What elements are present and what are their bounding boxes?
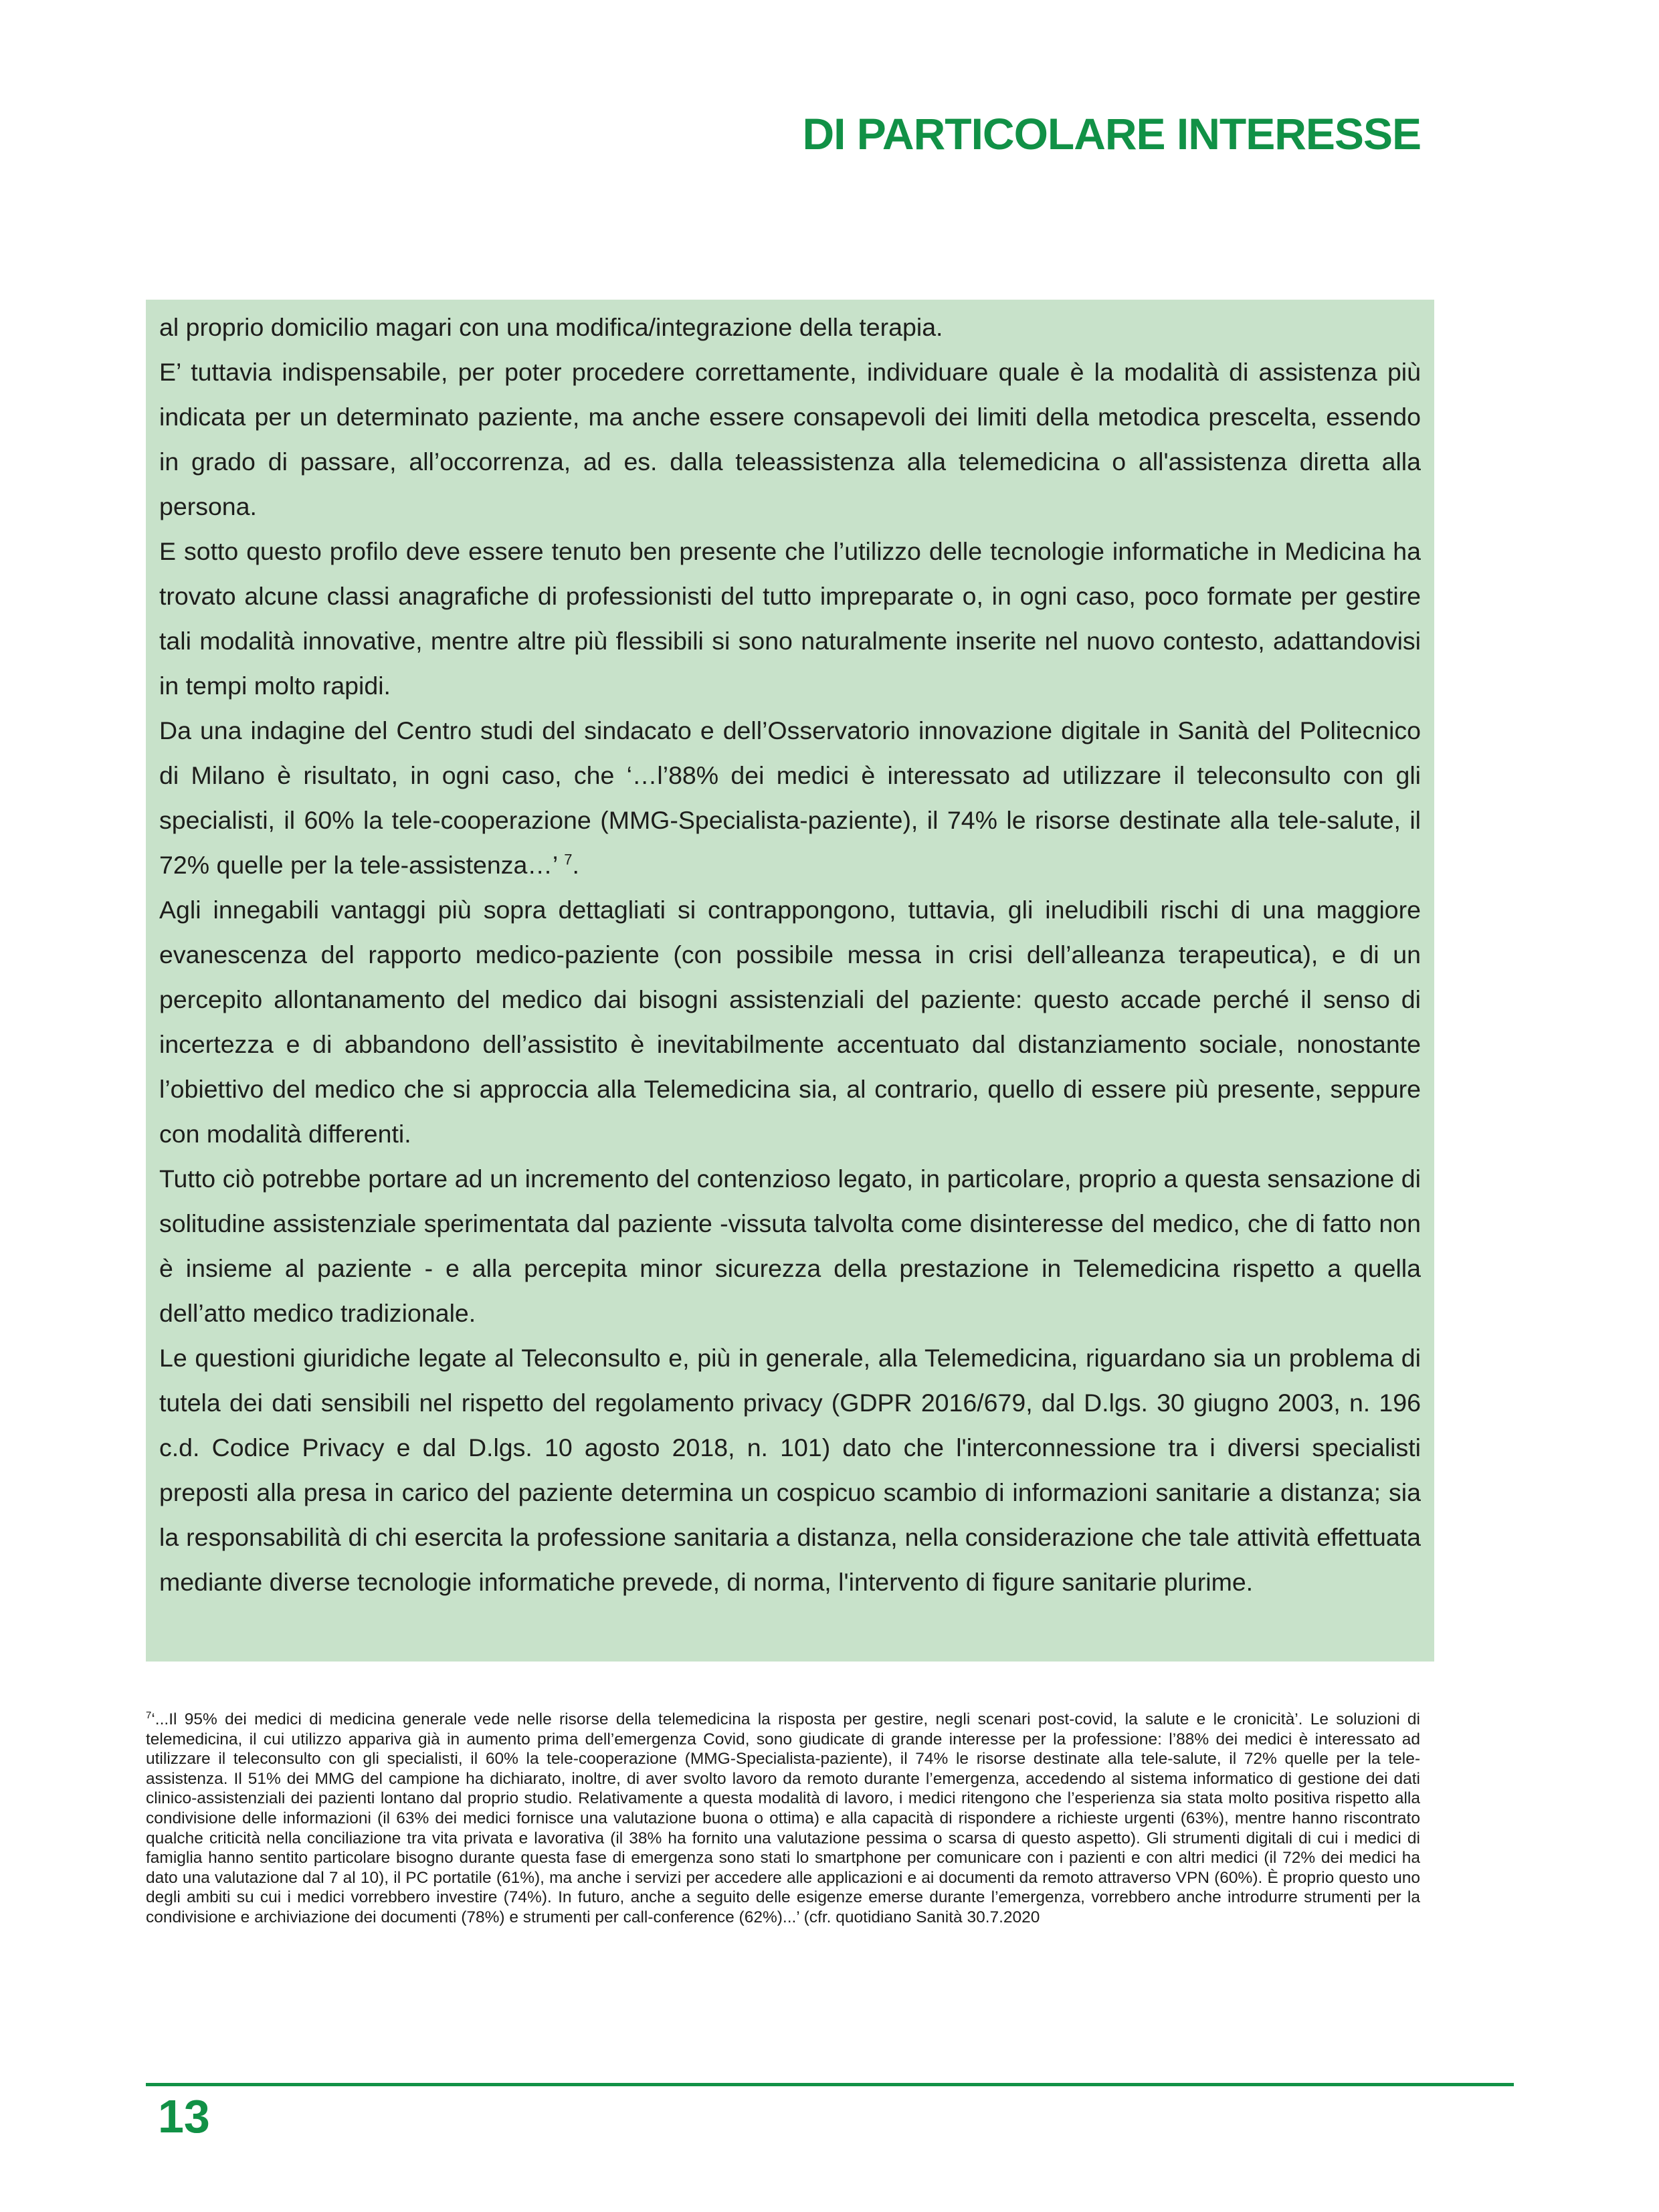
paragraph-4-text: Da una indagine del Centro studi del sindacato e dell’Osservatorio innovazione digitale in Sanità del Politecnico di Milano è risultato, in ogni caso, che ‘…l’88% dei medici è interessato ad utilizzare il teleconsulto con gli specialisti, il 60% la tele-cooperazione (MMG-Specialista-paziente), il 74% le risorse destinate alla tele-salute, il 72% quelle per la tele-assistenza…’ (159, 716, 1421, 879)
paragraph-2: E’ tuttavia indispensabile, per poter procedere correttamente, individuare quale è la modalità di assistenza più indicata per un determinato paziente, ma anche essere consapevoli dei limiti della metodica prescelta, essendo in grado di passare, all’occorrenza, ad es. dalla teleassistenza alla telemedicina o all'assistenza diretta alla persona. (159, 358, 1421, 520)
paragraph-4 (159, 708, 1421, 888)
paragraph-3: E sotto questo profilo deve essere tenuto ben presente che l’utilizzo delle tecnologie informatiche in Medicina ha trovato alcune classi anagrafiche di professionisti del tutto impreparate o, in ogni caso, poco formate per gestire tali modalità innovative, mentre altre più flessibili si sono naturalmente inserite nel nuovo contesto, adattandovisi in tempi molto rapidi. (159, 537, 1421, 700)
footnote-reference: 7 (564, 851, 573, 868)
footnote (146, 1710, 1420, 1928)
paragraph-7: Le questioni giuridiche legate al Teleconsulto e, più in generale, alla Telemedicina, riguardano sia un problema di tutela dei dati sensibili nel rispetto del regolamento privacy (GDPR 2016/679, dal D.lgs. 30 giugno 2003, n. 196 c.d. Codice Privacy e dal D.lgs. 10 agosto 2018, n. 101) dato che l'interconnessione tra i diversi specialisti preposti alla presa in carico del paziente determina un cospicuo scambio di informazioni sanitarie a distanza; sia la responsabilità di chi esercita la professione sanitaria a distanza, nella considerazione che tale attività effettuata mediante diverse tecnologie informatiche prevede, di norma, l'intervento di figure sanitarie plurime. (159, 1344, 1421, 1596)
paragraph-4-end: . (572, 851, 579, 879)
footnote-text: ‘...Il 95% dei medici di medicina generale vede nelle risorse della telemedicina la risposta per gestire, negli scenari post-covid, la salute e le cronicità’. Le soluzioni di telemedicina, il cui utilizzo appariva già in aumento prima dell’emergenza Covid, sono giudicate di grande interesse per la professione: l’88% dei medici è interessato ad utilizzare il teleconsulto con gli specialisti, il 60% la tele-cooperazione (MMG-Specialista-paziente), il 74% le risorse destinate alla tele-salute, il 72% quelle per la tele-assistenza. Il 51% dei MMG del campione ha dichiarato, inoltre, di aver svolto lavoro da remoto durante l’emergenza, accedendo al sistema informatico di gestione dei dati clinico-assistenziali dei pazienti lontano dal proprio studio. Relativamente a questa modalità di lavoro, i medici ritengono che l’esperienza sia stata molto positiva rispetto alla condivisione delle informazioni (il 63% dei medici fornisce una valutazione buona o ottima) e alla capacità di rispondere a richieste urgenti (63%), mentre hanno riscontrato qualche criticità nella conciliazione tra vita privata e lavorativa (il 38% ha fornito una valutazione pessima o scarsa di questo aspetto). Gli strumenti digitali di cui i medici di famiglia hanno sentito particolare bisogno durante questa fase di emergenza sono stati lo smartphone per comunicare con i pazienti e con altri medici (il 72% dei medici ha dato una valutazione dal 7 al 10), il PC portatile (61%), ma anche i servizi per accedere alle applicazioni e ai documenti da remoto attraverso VPN (60%). È proprio questo uno degli ambiti su cui i medici vorrebbero investire (74%). In futuro, anche a seguito delle esigenze emerse durante l’emergenza, vorrebbero anche introdurre strumenti per la condivisione e archiviazione dei documenti (78%) e strumenti per call-conference (62%)...’ (cfr. quotidiano Sanità 30.7.2020 (146, 1710, 1420, 1926)
paragraph-6: Tutto ciò potrebbe portare ad un incremento del contenzioso legato, in particolare, proprio a questa sensazione di solitudine assistenziale sperimentata dal paziente -vissuta talvolta come disinteresse del medico, che di fatto non è insieme al paziente - e alla percepita minor sicurezza della prestazione in Telemedicina rispetto a quella dell’atto medico tradizionale. (159, 1165, 1421, 1327)
footer-divider (146, 2083, 1514, 2086)
page-number: 13 (158, 2090, 210, 2142)
paragraph-1: al proprio domicilio magari con una modifica/integrazione della terapia. (159, 313, 943, 341)
paragraph-5: Agli innegabili vantaggi più sopra dettagliati si contrappongono, tuttavia, gli ineludibili rischi di una maggiore evanescenza del rapporto medico-paziente (con possibile messa in crisi dell’alleanza terapeutica), e di un percepito allontanamento del medico dai bisogni assistenziali del paziente: questo accade perché il senso di incertezza e di abbandono dell’assistito è inevitabilmente accentuato dal distanziamento sociale, nonostante l’obiettivo del medico che si approccia alla Telemedicina sia, al contrario, quello di essere più presente, seppure con modalità differenti. (159, 896, 1421, 1148)
footnote-marker: 7 (146, 1709, 152, 1721)
section-title: DI PARTICOLARE INTERESSE (802, 109, 1421, 159)
highlight-text-box (146, 300, 1434, 1662)
